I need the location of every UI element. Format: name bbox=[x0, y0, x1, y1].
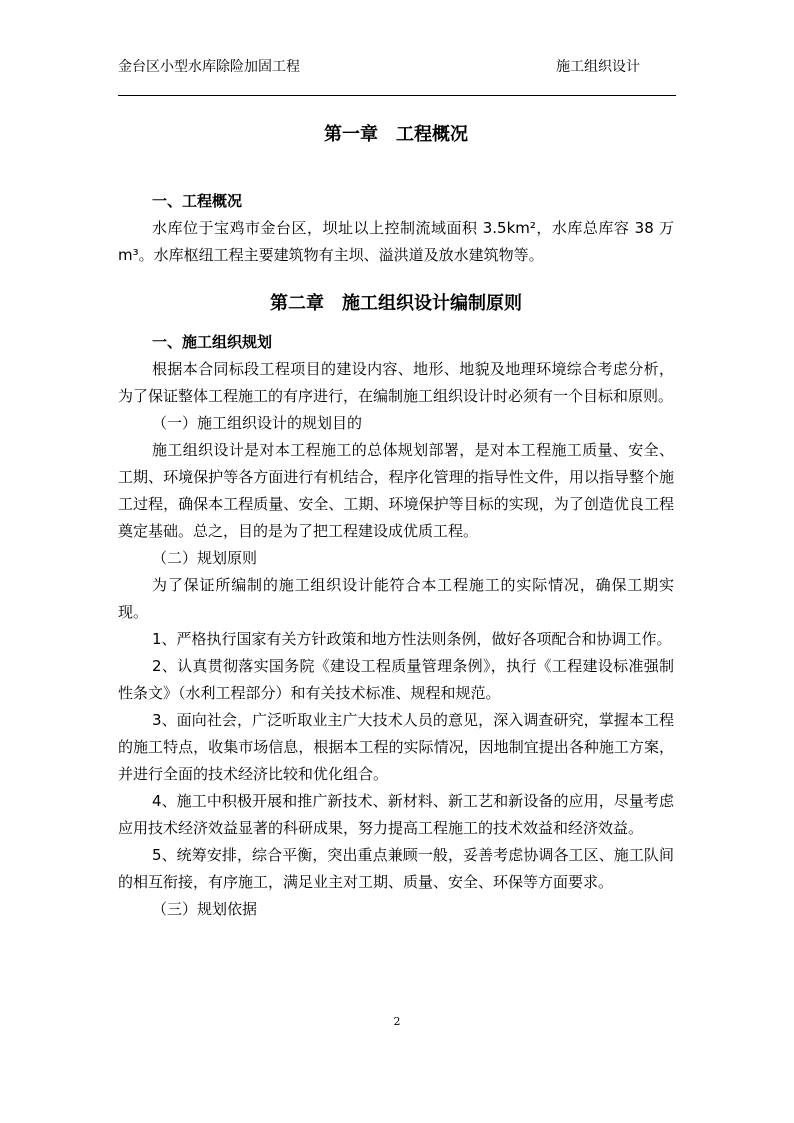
chapter-1-title: 第一章 工程概况 bbox=[324, 124, 468, 145]
section-heading-planning: 一、施工组织规划 bbox=[152, 333, 273, 351]
principle-item-5: 5、统筹安排，综合平衡，突出重点兼顾一般，妥善考虑协调各工区、施工队间的相互衔接，有序施工，满足业主对工期、质量、安全、环保等方面要求。 bbox=[118, 846, 674, 891]
header-document-type: 施工组织设计 bbox=[556, 59, 640, 75]
subsection-title-purpose: （一）施工组织设计的规划目的 bbox=[152, 414, 363, 432]
principles-intro-paragraph: 为了保证所编制的施工组织设计能符合本工程施工的实际情况，确保工期实现。 bbox=[118, 576, 674, 621]
subsection-title-basis: （三）规划依据 bbox=[152, 900, 258, 918]
document-body bbox=[118, 118, 674, 923]
principle-item-1: 1、严格执行国家有关方针政策和地方性法则条例，做好各项配合和协调工作。 bbox=[152, 630, 672, 648]
header-project-name: 金台区小型水库除险加固工程 bbox=[118, 59, 300, 75]
section-heading-overview: 一、工程概况 bbox=[152, 192, 243, 210]
page-header bbox=[118, 56, 676, 78]
chapter-2-title: 第二章 施工组织设计编制原则 bbox=[270, 293, 522, 314]
overview-paragraph: 水库位于宝鸡市金台区，坝址以上控制流域面积 3.5km²，水库总库容 38 万 m³。水库枢纽工程主要建筑物有主坝、溢洪道及放水建筑物等。 bbox=[118, 219, 674, 264]
header-rule bbox=[118, 95, 676, 96]
subsection-title-principles: （二）规划原则 bbox=[152, 549, 258, 567]
principle-item-2: 2、认真贯彻落实国务院《建设工程质量管理条例》，执行《工程建设标准强制性条文》（水利工程部分）和有关技术标准、规程和规范。 bbox=[118, 657, 674, 702]
purpose-paragraph: 施工组织设计是对本工程施工的总体规划部署，是对本工程施工质量、安全、工期、环境保护等各方面进行有机结合，程序化管理的指导性文件，用以指导整个施工过程，确保本工程质量、安全、工期、环境保护等目标的实现，为了创造优良工程奠定基础。总之，目的是为了把工程建设成优质工程。 bbox=[118, 441, 674, 540]
planning-intro-paragraph: 根据本合同标段工程项目的建设内容、地形、地貌及地理环境综合考虑分析，为了保证整体工程施工的有序进行，在编制施工组织设计时必须有一个目标和原则。 bbox=[118, 360, 674, 405]
page-number: 2 bbox=[393, 1015, 401, 1028]
principle-item-4: 4、施工中积极开展和推广新技术、新材料、新工艺和新设备的应用，尽量考虑应用技术经济效益显著的科研成果，努力提高工程施工的技术效益和经济效益。 bbox=[118, 792, 674, 837]
principle-item-3: 3、面向社会，广泛听取业主广大技术人员的意见，深入调查研究，掌握本工程的施工特点，收集市场信息，根据本工程的实际情况，因地制宜提出各种施工方案，并进行全面的技术经济比较和优化组合。 bbox=[118, 711, 674, 783]
